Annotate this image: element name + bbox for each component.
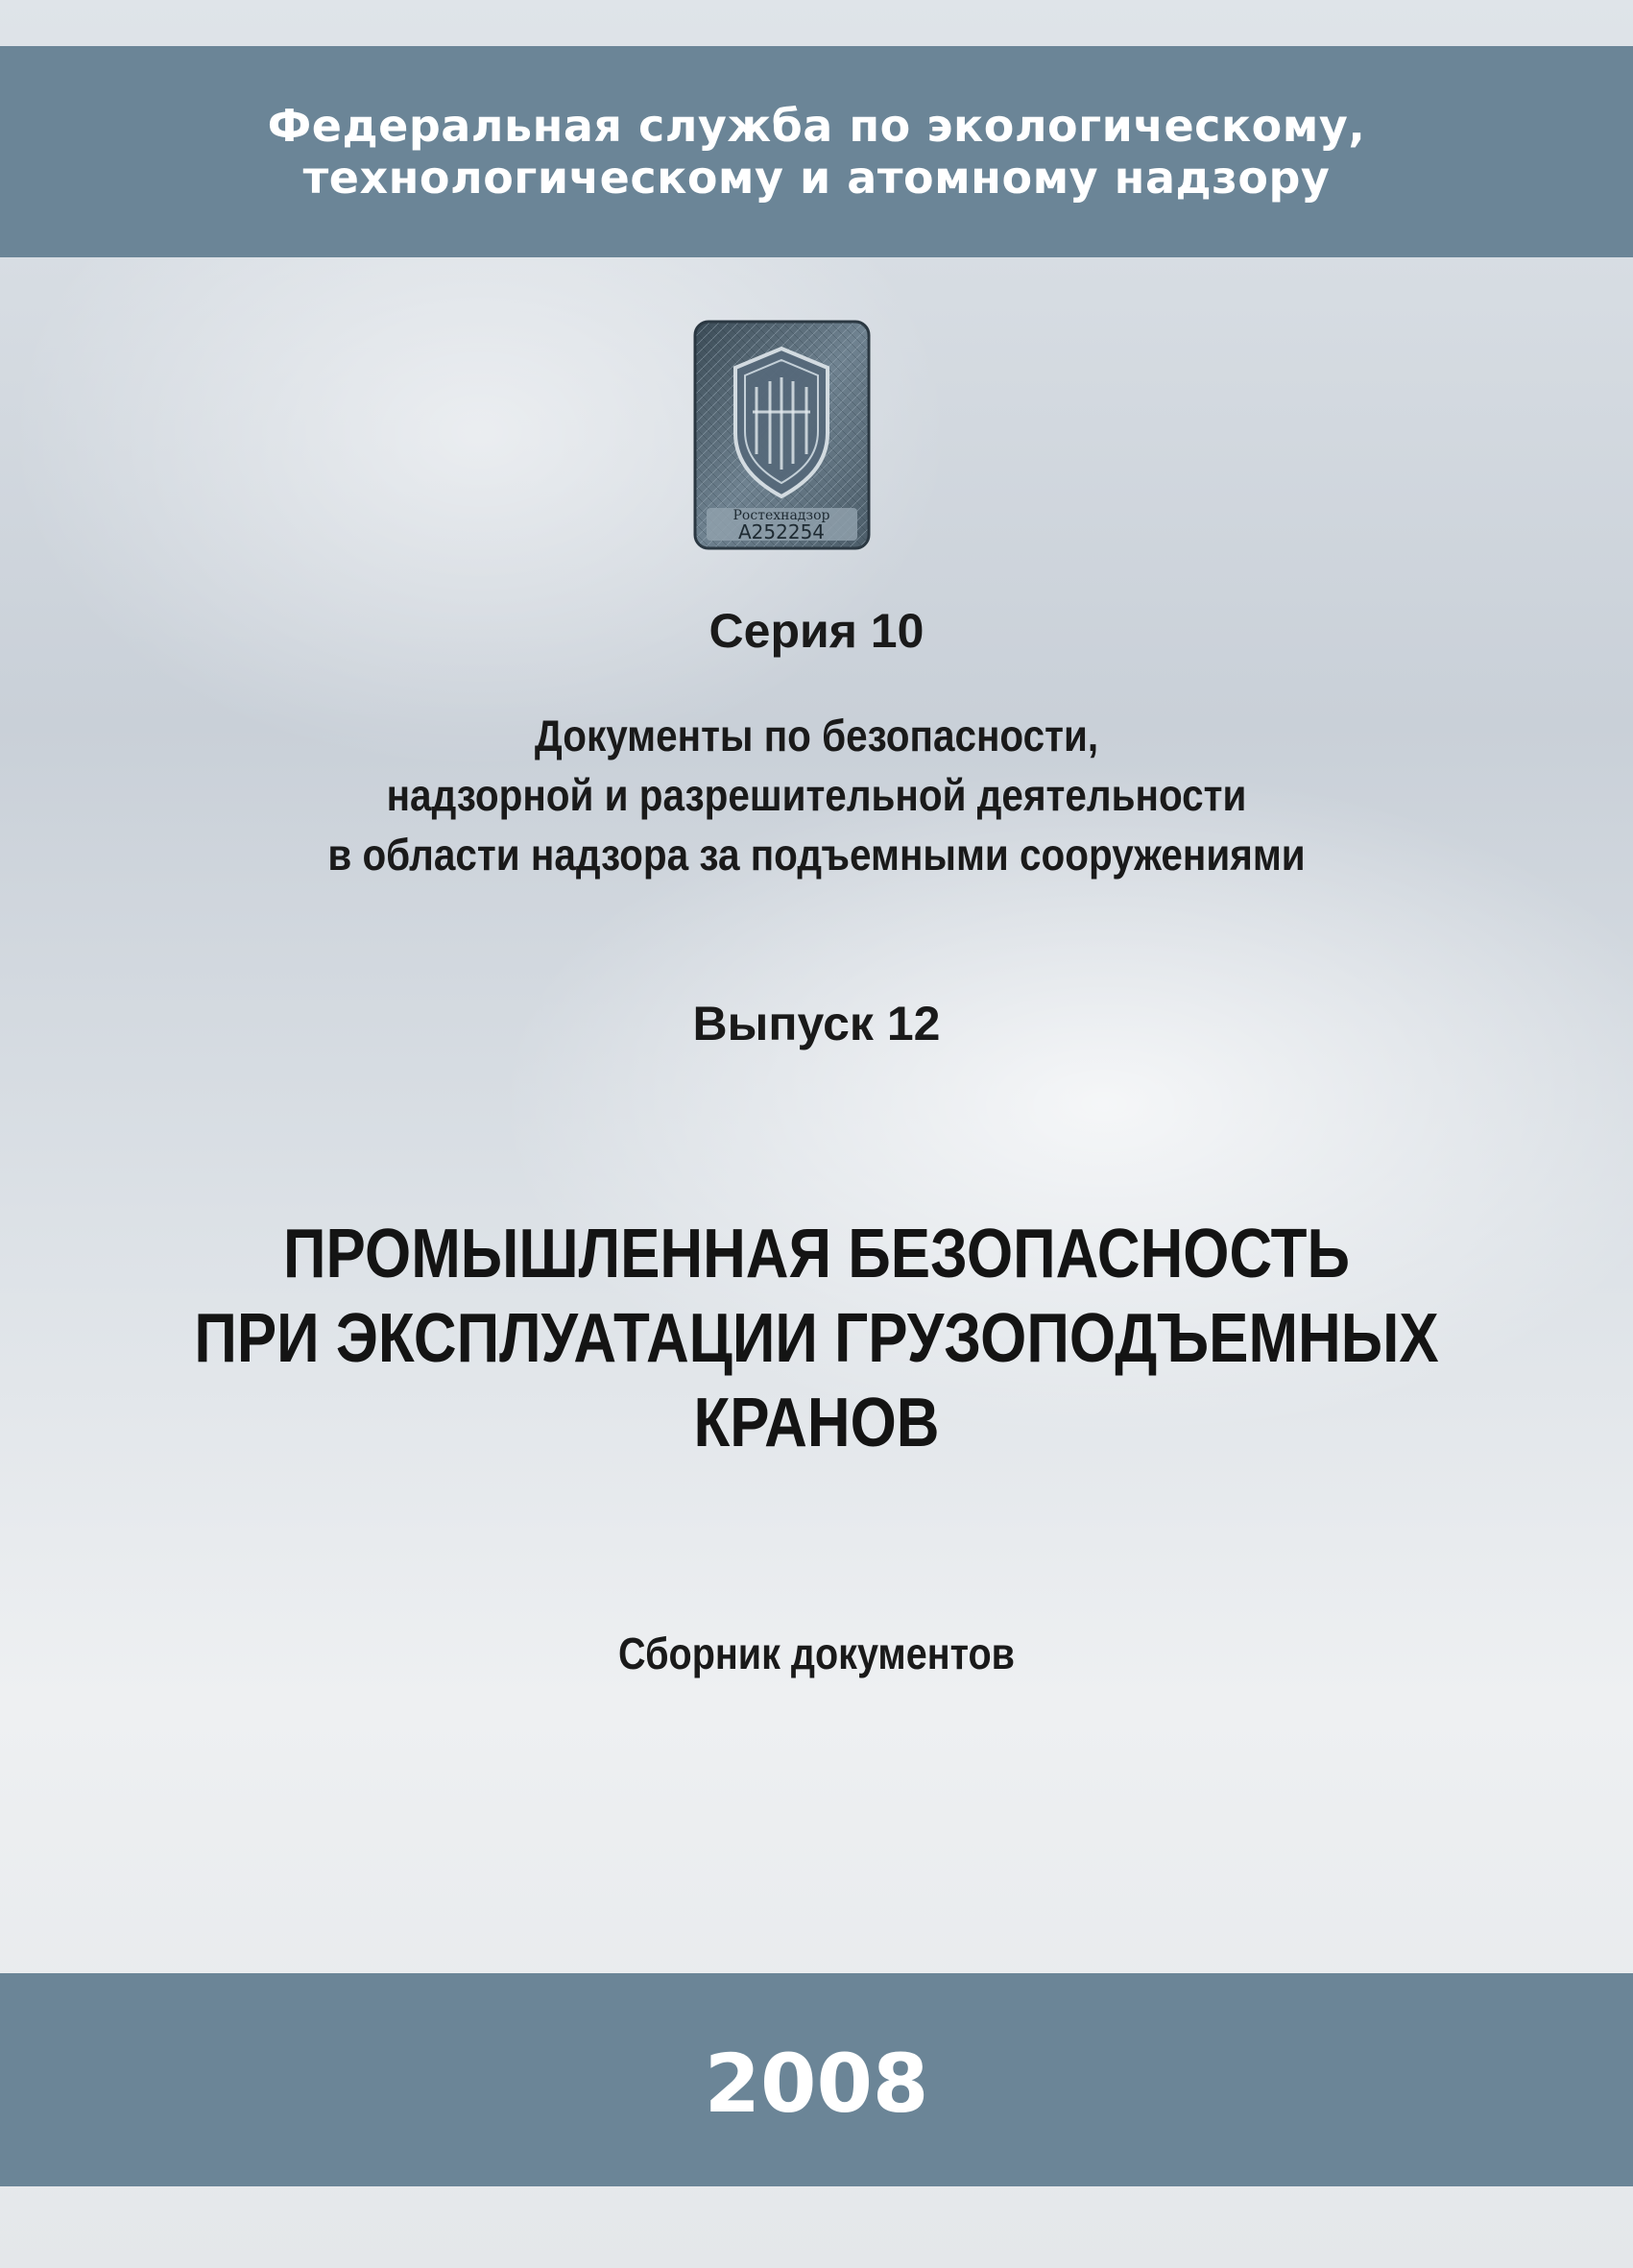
series-desc-line-3: в области надзора за подъемными сооружениями: [327, 830, 1306, 880]
agency-line-2: технологическому и атомному надзору: [302, 152, 1331, 204]
header-band: [0, 46, 1633, 257]
book-title: [114, 1212, 1519, 1465]
hologram-number: A252254: [737, 520, 826, 543]
footer-band: [0, 1973, 1633, 2186]
agency-name: [0, 100, 1633, 204]
title-line-1: ПРОМЫШЛЕННАЯ БЕЗОПАСНОСТЬ: [283, 1216, 1350, 1292]
title-line-2: ПРИ ЭКСПЛУАТАЦИИ ГРУЗОПОДЪЕМНЫХ: [194, 1300, 1439, 1377]
series-title: Серия 10: [708, 604, 925, 658]
agency-line-1: Федеральная служба по экологическому,: [267, 100, 1366, 152]
series-description: [98, 706, 1535, 884]
book-subtitle: Сборник документов: [618, 1629, 1015, 1678]
series-desc-line-1: Документы по безопасности,: [534, 711, 1099, 760]
hologram-seal: [693, 320, 871, 550]
title-line-3: КРАНОВ: [693, 1385, 940, 1461]
issue-number: Выпуск 12: [692, 997, 941, 1050]
hologram-label: Ростехнадзор: [732, 508, 830, 523]
series-desc-line-2: надзорной и разрешительной деятельности: [386, 770, 1247, 820]
publication-year: 2008: [704, 2037, 929, 2131]
